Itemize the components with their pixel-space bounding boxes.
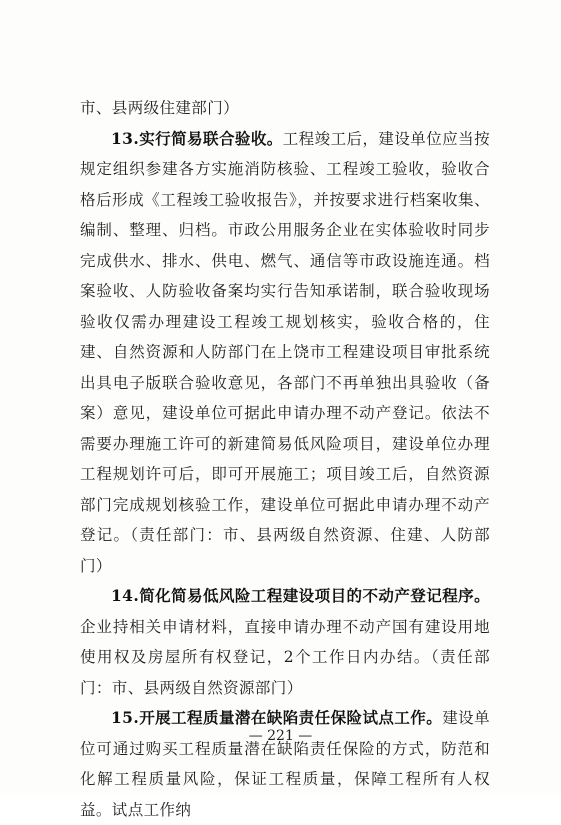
item-number: 13. [111, 128, 140, 148]
item-body: 建设单位可通过购买工程质量潜在缺陷责任保险的方式，防范和化解工程质量风险，保证工程质量，保障工程所有人权益。试点工作纳 [80, 709, 490, 819]
item-body: 企业持相关申请材料，直接申请办理不动产国有建设用地使用权及房屋所有权登记，2个工作日内办结。（责任部门：市、县两级自然资源部门） [80, 617, 490, 697]
document-body [80, 93, 490, 825]
item-heading: 开展工程质量潜在缺陷责任保险试点工作。 [139, 708, 443, 727]
item-heading: 实行简易联合验收。 [139, 128, 283, 148]
item-body: 工程竣工后，建设单位应当按规定组织参建各方实施消防核验、工程竣工验收，验收合格后形成《工程竣工验收报告》，并按要求进行档案收集、编制、整理、归档。市政公用服务企业在实体验收时同步完成供水、排水、供电、燃气、通信等市政设施连通。档案验收、人防验收备案均实行告知承诺制，联合验收现场验收仅需办理建设工程竣工规划核实，验收合格的，住建、自然资源和人防部门在上饶市工程建设项目审批系统出具电子版联合验收意见，各部门不再单独出具验收（备案）意见，建设单位可据此申请办理不动产登记。依法不需要办理施工许可的新建简易低风险项目，建设单位办理工程规划许可后，即可开展施工；项目竣工后，自然资源部门完成规划核验工作，建设单位可据此申请办理不动产登记。（责任部门：市、县两级自然资源、住建、人防部门） [80, 129, 490, 575]
continuation-text: 市、县两级住建部门） [80, 99, 240, 117]
continuation-line [80, 93, 490, 124]
page-number: — 221 — [248, 728, 313, 744]
item-heading: 简化简易低风险工程建设项目的不动产登记程序。 [139, 586, 490, 605]
item-number: 14. [111, 586, 140, 605]
list-item [80, 703, 490, 825]
list-item [80, 124, 490, 582]
item-number: 15. [111, 708, 140, 727]
list-item [80, 581, 490, 703]
